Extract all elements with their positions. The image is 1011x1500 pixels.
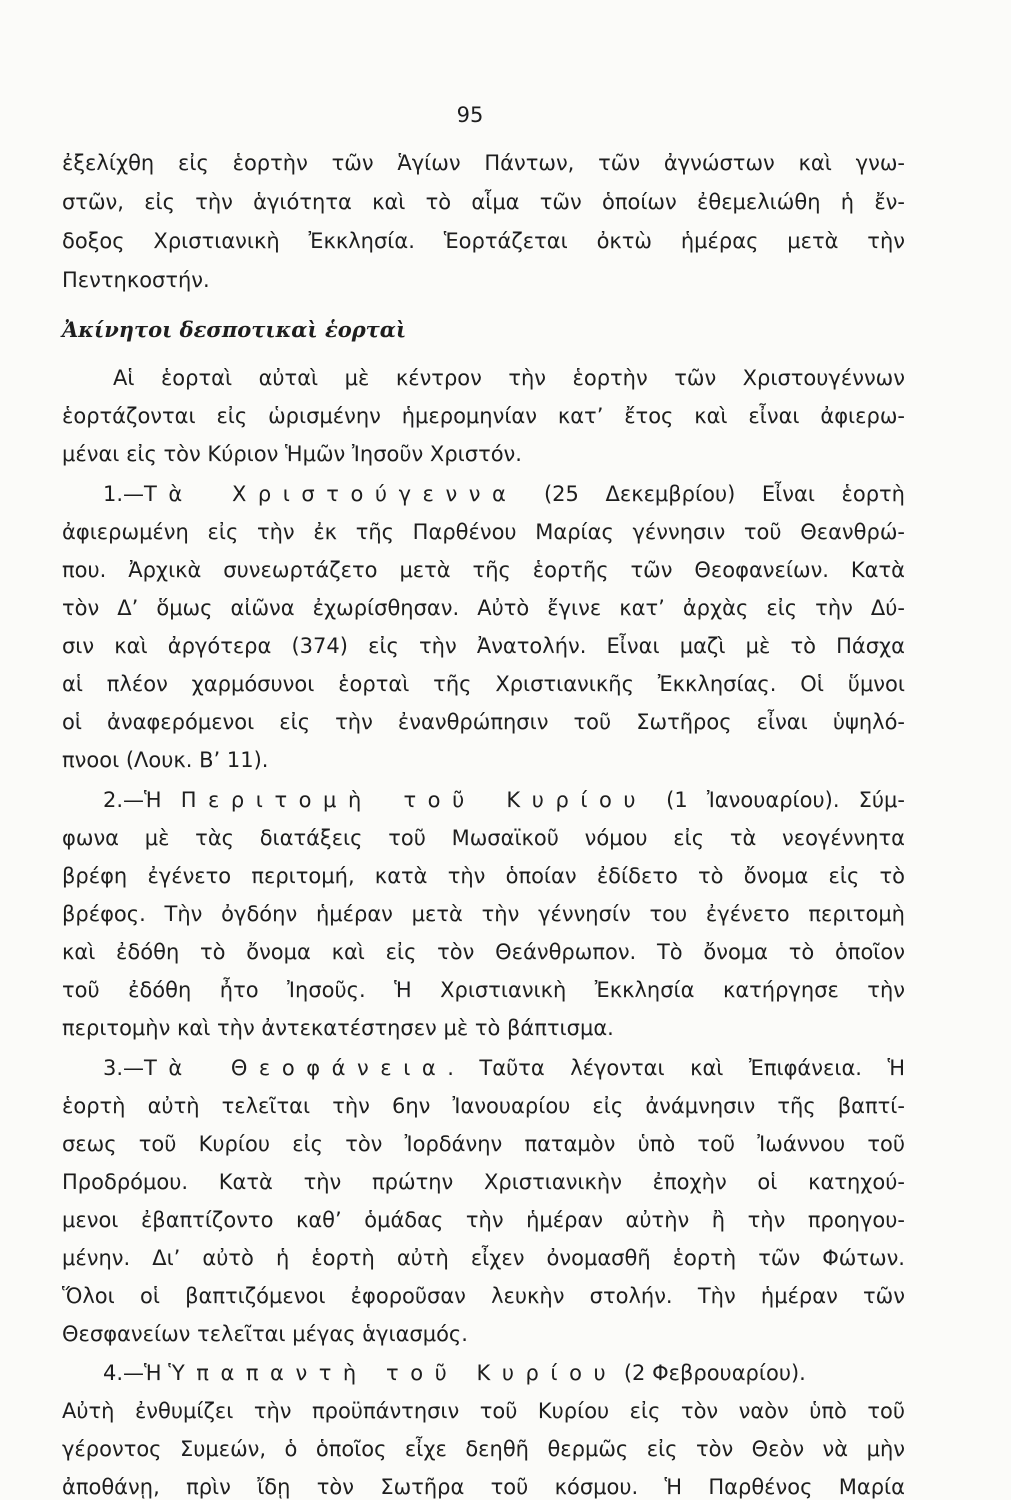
text-line: ἑορτάζονται εἰς ὡρισμένην ἡμερομηνίαν κατ’ ἔτος καὶ εἶναι ἀφιερω-	[62, 404, 905, 428]
text-line: δοξος Χριστιανικὴ Ἐκκλησία. Ἑορτάζεται ὀκτὼ ἡμέρας μετὰ τὴν	[62, 229, 905, 253]
text-line: πνοοι (Λουκ. Β’ 11).	[62, 748, 269, 772]
feast-section-theophany	[62, 1055, 905, 1359]
text-line: Αὐτὴ ἐνθυμίζει τὴν προϋπάντησιν τοῦ Κυρίου εἰς τὸν ναὸν ὑπὸ τοῦ	[62, 1399, 905, 1423]
text-line: σιν καὶ ἀργότερα (374) εἰς τὴν Ἀνατολήν. Εἶναι μαζὶ μὲ τὸ Πάσχα	[62, 634, 905, 658]
text-line: στῶν, εἰς τὴν ἁγιότητα καὶ τὸ αἷμα τῶν ὁποίων ἐθεμελιώθη ἡ ἔν-	[62, 190, 905, 214]
feast-section-presentation	[62, 1360, 905, 1500]
section-title-rest: (1 Ἰανουαρίου). Σύμ-	[647, 788, 905, 812]
text-line: βρέφη ἐγένετο περιτομή, κατὰ τὴν ὁποίαν ἐδίδετο τὸ ὄνομα εἰς τὸ	[62, 864, 905, 888]
page-number: 95	[456, 103, 484, 127]
feast-section-christmas	[62, 481, 905, 785]
text-line: Αἱ ἑορταὶ αὐταὶ μὲ κέντρον τὴν ἑορτὴν τῶν Χριστουγέννων	[113, 366, 905, 390]
text-line: φωνα μὲ τὰς διατάξεις τοῦ Μωσαϊκοῦ νόμου εἰς τὰ νεογέννητα	[62, 826, 905, 850]
section-title-line	[62, 481, 905, 507]
section-title: Τὰ Θεοφάνεια	[144, 1056, 448, 1080]
text-line: καὶ ἐδόθη τὸ ὄνομα καὶ εἰς τὸν Θεάνθρωπον. Τὸ ὄνομα τὸ ὁποῖον	[62, 940, 905, 964]
text-line: Προδρόμου. Κατὰ τὴν πρώτην Χριστιανικὴν ἐποχὴν οἱ κατηχού-	[62, 1170, 905, 1194]
text-line: ἀφιερωμένη εἰς τὴν ἐκ τῆς Παρθένου Μαρίας γέννησιν τοῦ Θεανθρώ-	[62, 520, 905, 544]
intro-text	[62, 150, 905, 306]
section-title: Ὑπαπαντὴ τοῦ Κυρίου	[168, 1361, 618, 1385]
section-number: 4.—Ἡ	[103, 1361, 169, 1385]
text-line: ἑορτὴ αὐτὴ τελεῖται τὴν 6ην Ἰανουαρίου εἰς ἀνάμνησιν τῆς βαπτί-	[62, 1094, 905, 1118]
section-title: Περιτομὴ τοῦ Κυρίου	[180, 788, 648, 812]
text-line: ἀποθάνῃ, πρὶν ἴδῃ τὸν Σωτῆρα τοῦ κόσμου. Ἡ Παρθένος Μαρία	[62, 1475, 905, 1499]
text-line: αἱ πλέον χαρμόσυνοι ἑορταὶ τῆς Χριστιανικῆς Ἐκκλησίας. Οἱ ὕμνοι	[62, 672, 905, 696]
text-line: που. Ἀρχικὰ συνεωρτάζετο μετὰ τῆς ἑορτῆς τῶν Θεοφανείων. Κατὰ	[62, 558, 905, 582]
text-line: Θεσφανείων τελεῖται μέγας ἁγιασμός.	[62, 1322, 468, 1346]
section-number: 1.—	[103, 482, 145, 506]
text-line: ἐξελίχθη εἰς ἑορτὴν τῶν Ἁγίων Πάντων, τῶν ἀγνώστων καὶ γνω-	[62, 151, 905, 175]
text-line: περιτομὴν καὶ τὴν ἀντεκατέστησεν μὲ τὸ βάπτισμα.	[62, 1016, 614, 1040]
section-title: Τὰ Χριστούγεννα	[144, 482, 518, 506]
text-line: γέροντος Συμεών, ὁ ὁποῖος εἶχε δεηθῆ θερμῶς εἰς τὸν Θεὸν νὰ μὴν	[62, 1437, 905, 1461]
section-title-line	[62, 1360, 905, 1386]
text-line: οἱ ἀναφερόμενοι εἰς τὴν ἐνανθρώπησιν τοῦ Σωτῆρος εἶναι ὑψηλό-	[62, 710, 905, 734]
section-title-rest: (25 Δεκεμβρίου) Εἶναι ἑορτὴ	[517, 482, 905, 506]
section-number: 2.—Ἡ	[103, 788, 181, 812]
text-line: τὸν Δ’ ὅμως αἰῶνα ἐχωρίσθησαν. Αὐτὸ ἔγινε κατ’ ἀρχὰς εἰς τὴν Δύ-	[62, 596, 905, 620]
section-heading: Ἀκίνητοι δεσποτικαὶ ἑορταὶ	[62, 317, 407, 342]
intro-paragraph	[62, 365, 905, 479]
feast-section-circumcision	[62, 787, 905, 1053]
section-title-rest: . Ταῦτα λέγονται καὶ Ἐπιφάνεια. Ἡ	[447, 1056, 905, 1080]
section-number: 3.—	[103, 1056, 145, 1080]
text-line: Ὅλοι οἱ βαπτιζόμενοι ἐφοροῦσαν λευκὴν στολήν. Τὴν ἡμέραν τῶν	[62, 1284, 905, 1308]
text-line: Πεντηκοστήν.	[62, 268, 210, 292]
text-line: μενοι ἐβαπτίζοντο καθ’ ὁμάδας τὴν ἡμέραν αὐτὴν ἢ τὴν προηγου-	[62, 1208, 905, 1232]
section-title-line	[62, 1055, 905, 1081]
text-line: τοῦ ἐδόθη ἦτο Ἰησοῦς. Ἡ Χριστιανικὴ Ἐκκλησία κατήργησε τὴν	[62, 978, 905, 1002]
section-title-rest: (2 Φεβρουαρίου).	[617, 1361, 806, 1385]
section-title-line	[62, 787, 905, 813]
text-line: μέναι εἰς τὸν Κύριον Ἡμῶν Ἰησοῦν Χριστόν.	[62, 442, 522, 466]
text-line: σεως τοῦ Κυρίου εἰς τὸν Ἰορδάνην παταμὸν ὑπὸ τοῦ Ἰωάννου τοῦ	[62, 1132, 905, 1156]
text-line: βρέφος. Τὴν ὀγδόην ἡμέραν μετὰ τὴν γέννησίν του ἐγένετο περιτομὴ	[62, 902, 905, 926]
text-line: μένην. Δι’ αὐτὸ ἡ ἑορτὴ αὐτὴ εἶχεν ὀνομασθῆ ἑορτὴ τῶν Φώτων.	[62, 1246, 905, 1270]
